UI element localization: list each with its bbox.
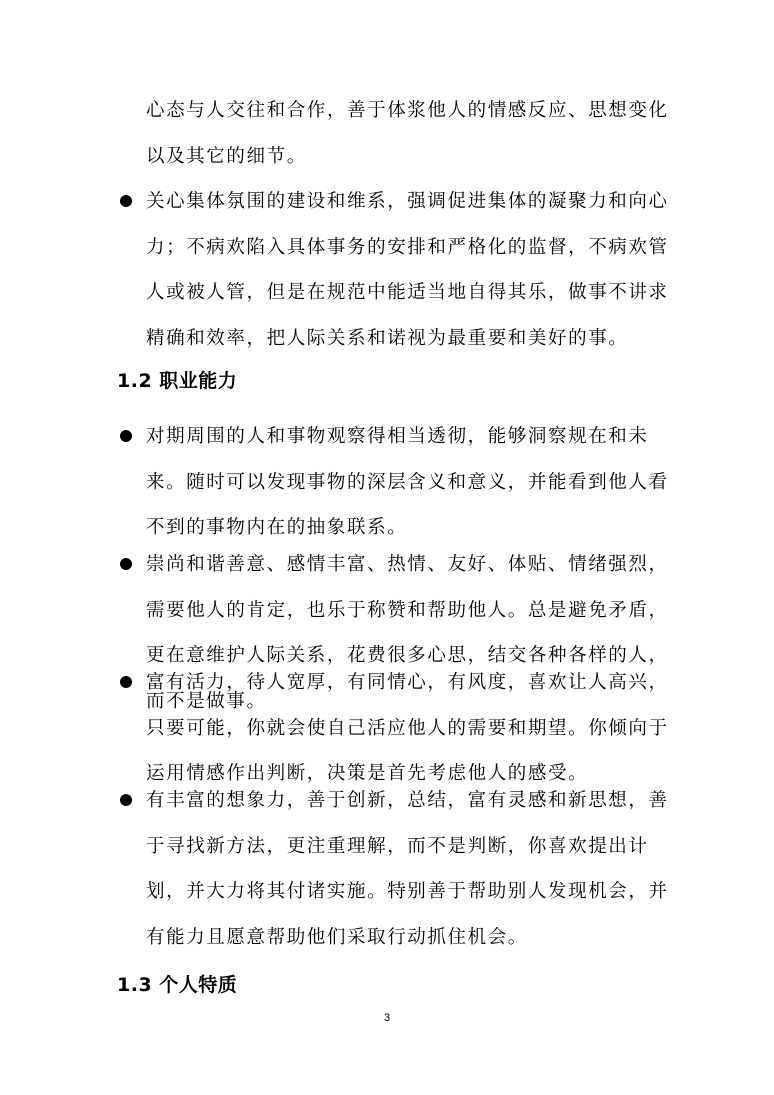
section-heading-1-2: 1.2 职业能力 [117,370,238,392]
list-item [146,179,686,361]
page-number: 3 [383,1012,391,1024]
continued-paragraph: 心态与人交往和合作，善于体浆他人的情感反应、思想变化以及其它的细节。 [146,100,669,167]
list-item [146,660,686,797]
list-item [146,414,686,551]
section-heading-1-3: 1.3 个人特质 [117,974,238,996]
bullet-dot-icon [120,676,132,688]
bullet-dot-icon [120,430,132,442]
bullet-dot-icon [120,558,132,570]
bullet-dot-icon [120,195,132,207]
list-item-text: 有丰富的想象力，善于创新，总结，富有灵感和新思想，善于寻找新方法，更注重理解，而不是判断，你喜欢提出计划，并大力将其付诸实施。特别善于帮助别人发现机会，并有能力且愿意帮助他们采取行动抓住机会。 [146,790,669,948]
list-item-text: 对期周围的人和事物观察得相当透彻，能够洞察规在和未来。随时可以发现事物的深层含义和意义，并能看到他人看不到的事物内在的抽象联系。 [146,426,669,538]
list-item-text: 关心集体氛围的建设和维系，强调促进集体的凝聚力和向心力；不病欢陷入具体事务的安排和严格化的监督，不病欢管人或被人管，但是在规范中能适当地自得其乐，做事不讲求精确和效率，把人际关系和诺视为最重要和美好的事。 [146,191,669,349]
list-item-text: 富有活力，待人宽厚，有同情心，有风度，喜欢让人高兴，只要可能，你就会使自己活应他人的需要和期望。你倾向于运用情感作出判断，决策是首先考虑他人的感受。 [146,672,669,784]
list-item [146,778,686,960]
bullet-dot-icon [120,794,132,806]
list-item-text: 崇尚和谐善意、感情丰富、热情、友好、体贴、情绪强烈，需要他人的肯定，也乐于称赞和帮助他人。总是避免矛盾，更在意维护人际关系，花费很多心思，结交各种各样的人，而不是做事。 [146,554,669,712]
